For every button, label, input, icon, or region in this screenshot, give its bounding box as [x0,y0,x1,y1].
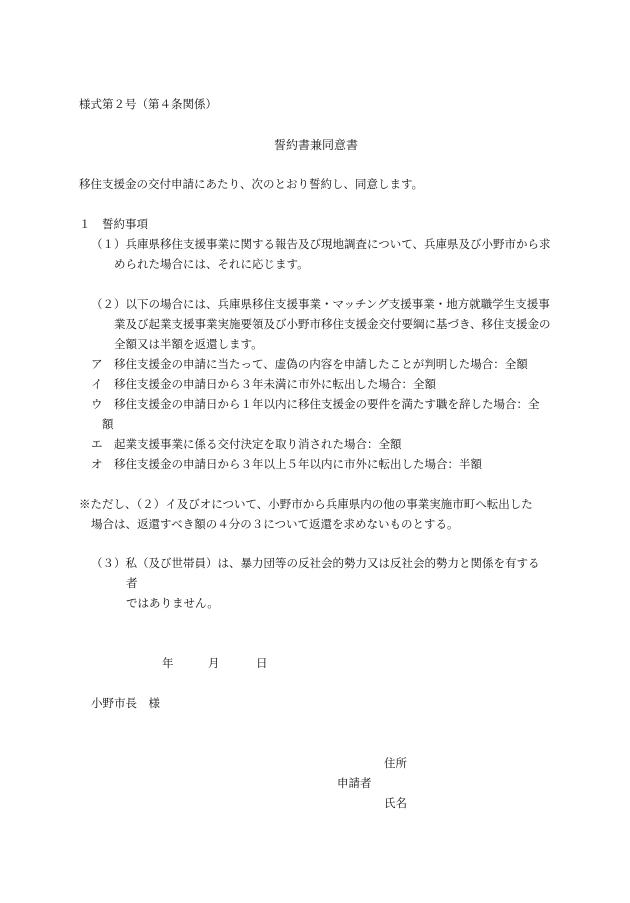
item2-line3: 全額又は半額を返還します。 [114,337,263,351]
note-line2: 場合は、返還すべき額の４分の３について返還を求めないものとする。 [91,517,459,531]
document-title: 誓約書兼同意書 [274,138,359,152]
sub-item-u-line2: 額 [102,417,114,431]
item3-line2: 者 [126,576,138,590]
item3-line1: （３）私（及び世帯員）は、暴力団等の反社会的勢力又は反社会的勢力と関係を有する [91,556,540,570]
sub-item-e: エ 起業支援事業に係る交付決定を取り消された場合：全額 [91,437,402,451]
sub-item-o: オ 移住支援金の申請日から３年以上５年以内に市外に転出した場合：半額 [91,457,482,471]
address-label: 住所 [384,756,407,770]
item3-line3: ではありません。 [126,596,219,610]
name-label: 氏名 [384,796,407,810]
date-month-label: 月 [208,656,220,670]
addressee: 小野市長 様 [91,696,160,710]
sub-item-i: イ 移住支援金の申請日から３年未満に市外に転出した場合：全額 [91,377,436,391]
sub-item-u-line1: ウ 移住支援金の申請日から１年以内に移住支援金の要件を満たす職を辞した場合：全 [91,397,540,411]
section1-heading: １ 誓約事項 [79,217,148,231]
item1-line2: められた場合には、それに応じます。 [114,257,309,271]
sub-item-a: ア 移住支援金の申請に当たって、虚偽の内容を申請したことが判明した場合：全額 [91,357,528,371]
applicant-label: 申請者 [337,776,372,790]
date-day-label: 日 [256,656,268,670]
note-line1: ※ただし、（２）イ及びオについて、小野市から兵庫県内の他の事業実施市町へ転出した [79,497,533,511]
item2-line1: （２）以下の場合には、兵庫県移住支援事業・マッチング支援事業・地方就職学生支援事 [91,297,550,311]
form-number: 様式第２号（第４条関係） [79,97,217,111]
item2-line2: 業及び起業支援事業実施要領及び小野市移住支援金交付要綱に基づき、移住支援金の [114,317,551,331]
date-year-label: 年 [162,656,174,670]
intro-text: 移住支援金の交付申請にあたり、次のとおり誓約し、同意します。 [79,177,424,191]
item1-line1: （１）兵庫県移住支援事業に関する報告及び現地調査について、兵庫県及び小野市から求 [91,237,551,251]
